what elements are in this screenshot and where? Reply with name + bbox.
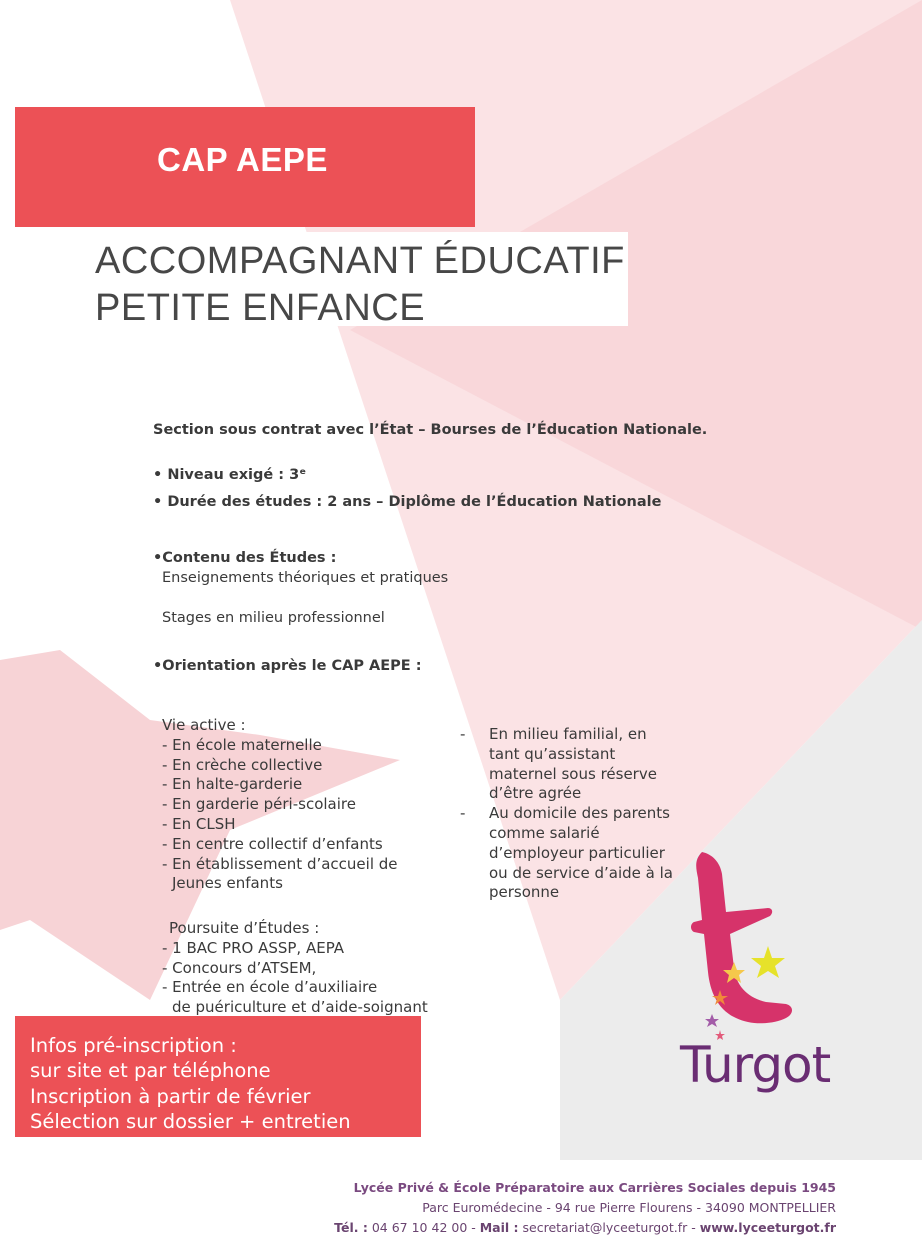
list-item: - En établissement d’accueil de xyxy=(162,854,398,873)
duree-line: • Durée des études : 2 ans – Diplôme de l’Éducation Nationale xyxy=(153,494,662,510)
footer-phone: 04 67 10 42 00 - xyxy=(367,1220,480,1235)
contenu-title: •Contenu des Études : xyxy=(153,550,337,566)
right-column-list xyxy=(460,725,673,903)
list-item: - En école maternelle xyxy=(162,735,322,754)
footer-line-1: Lycée Privé & École Préparatoire aux Carrières Sociales depuis 1945 xyxy=(353,1180,836,1195)
contenu-line-1: Enseignements théoriques et pratiques xyxy=(162,570,449,586)
vie-active-title: Vie active : xyxy=(162,716,246,734)
dash-bullet: - xyxy=(460,725,466,743)
vie-active-list xyxy=(162,716,398,894)
cap-aepe-banner xyxy=(15,107,475,227)
section-statement: Section sous contrat avec l’État – Bourses de l’Éducation Nationale. xyxy=(153,422,708,438)
page-title: ACCOMPAGNANT ÉDUCATIF PETITE ENFANCE xyxy=(95,240,625,329)
list-item: - Concours d’ATSEM, xyxy=(162,958,317,977)
list-item: - En garderie péri-scolaire xyxy=(162,795,356,814)
turgot-logo-icon xyxy=(690,850,800,1045)
niveau-line: • Niveau exigé : 3ᵉ xyxy=(153,467,307,483)
heading-box xyxy=(90,232,628,329)
footer-line-2: Parc Euromédecine - 94 rue Pierre Flourens - 34090 MONTPELLIER xyxy=(422,1200,836,1215)
list-item: - En crèche collective xyxy=(162,755,323,774)
list-item: - Entrée en école d’auxiliaire xyxy=(162,978,378,997)
poursuite-list xyxy=(162,919,428,1018)
dash-bullet: - xyxy=(460,804,466,823)
list-item: - En centre collectif d’enfants xyxy=(162,834,383,853)
list-item: Jeunes enfants xyxy=(172,874,283,893)
list-item: - Au domicile des parents comme salarié d’employeur particulier ou de service d’aide à la personne xyxy=(460,804,673,902)
turgot-logo-text: Turgot xyxy=(680,1036,831,1094)
footer-contact-line: Tél. : 04 67 10 42 00 - Mail : secretariat@lyceeturgot.fr - www.lyceeturgot.fr xyxy=(334,1220,836,1235)
list-item: - 1 BAC PRO ASSP, AEPA xyxy=(162,938,345,957)
poursuite-title: Poursuite d’Études : xyxy=(169,919,320,937)
orientation-title: •Orientation après le CAP AEPE : xyxy=(153,658,422,674)
list-item: de puériculture et d’aide-soignant xyxy=(172,998,428,1017)
list-item: - En milieu familial, en tant qu’assistant maternel sous réserve d’être agrée xyxy=(460,725,657,803)
list-item: - En halte-garderie xyxy=(162,775,303,794)
list-item: - En CLSH xyxy=(162,814,236,833)
footer-website-link[interactable]: www.lyceeturgot.fr xyxy=(699,1220,836,1235)
contenu-line-2: Stages en milieu professionnel xyxy=(162,610,385,626)
infos-inscription-box: Infos pré-inscription : sur site et par téléphone Inscription à partir de février Sélection sur dossier + entretien xyxy=(15,1016,421,1137)
footer-email[interactable]: secretariat@lyceeturgot.fr - xyxy=(518,1220,700,1235)
banner-title: CAP AEPE xyxy=(157,141,328,178)
